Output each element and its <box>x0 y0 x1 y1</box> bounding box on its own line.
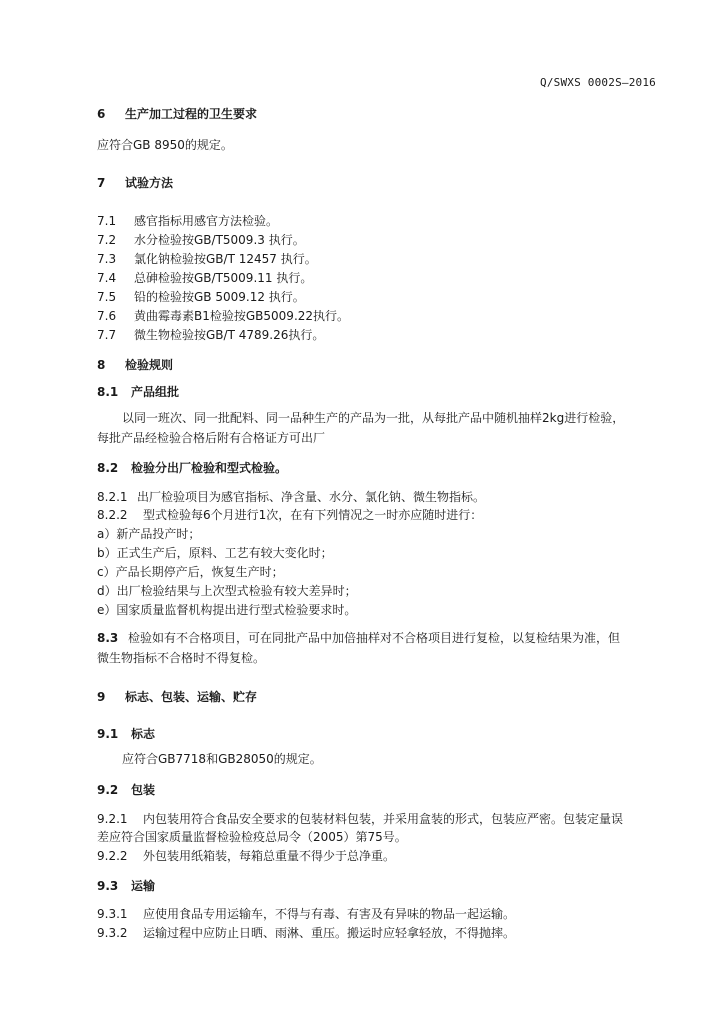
section-9-2-heading <box>97 782 662 798</box>
item-text: 总砷检验按GB/T5009.11 执行。 <box>134 271 313 285</box>
section-title: 标志、包装、运输、贮存 <box>125 690 258 704</box>
item-text: 应使用食品专用运输车，不得与有毒、有害及有异味的物品一起运输。 <box>143 907 516 921</box>
list-item <box>97 251 662 267</box>
item-text: 微生物检验按GB/T 4789.26执行。 <box>134 328 325 342</box>
section-number: 8.2 <box>97 461 119 475</box>
section-title: 包装 <box>131 783 156 797</box>
section-9-heading <box>97 689 662 705</box>
item-text: 出厂检验项目为感官指标、净含量、水分、氯化钠、微生物指标。 <box>137 490 486 504</box>
list-item <box>97 270 662 286</box>
section-title: 生产加工过程的卫生要求 <box>125 107 258 121</box>
item-text: 内包装用符合食品安全要求的包装材料包装，并采用盒装的形式，包装应严密。包装定量误 <box>143 812 624 826</box>
item-text: 氯化钠检验按GB/T 12457 执行。 <box>134 252 317 266</box>
item-number: 7.4 <box>97 271 117 285</box>
item-text: 水分检验按GB/T5009.3 执行。 <box>134 233 305 247</box>
item-number: 9.2.2 <box>97 849 128 863</box>
item-number: 7.6 <box>97 309 117 323</box>
section-title: 检验规则 <box>125 358 174 372</box>
item-number: 7.7 <box>97 328 117 342</box>
item-number: 7.2 <box>97 233 117 247</box>
list-item <box>97 507 662 523</box>
section-title: 标志 <box>131 727 156 741</box>
section-number: 8.1 <box>97 385 119 399</box>
section-8-heading <box>97 357 662 373</box>
item-number: 9.3.1 <box>97 907 128 921</box>
section-number: 9.2 <box>97 783 119 797</box>
list-item <box>97 925 662 941</box>
section-8-2-heading <box>97 460 662 476</box>
list-item: d）出厂检验结果与上次型式检验有较大差异时； <box>97 584 357 598</box>
section-number: 8.3 <box>97 631 119 645</box>
item-text: 铅的检验按GB 5009.12 执行。 <box>134 290 305 304</box>
section-8-3-paragraph <box>97 630 662 646</box>
section-9-1-text: 应符合GB7718和GB28050的规定。 <box>122 752 322 766</box>
item-text: 感官指标用感官方法检验。 <box>134 214 279 228</box>
section-number: 9 <box>97 690 106 704</box>
section-number: 7 <box>97 176 106 190</box>
list-item: b）正式生产后，原料、工艺有较大变化时； <box>97 546 333 560</box>
item-number: 7.5 <box>97 290 117 304</box>
section-number: 9.1 <box>97 727 119 741</box>
section-number: 6 <box>97 107 106 121</box>
list-item <box>97 848 662 864</box>
list-item <box>97 906 662 922</box>
item-text: 运输过程中应防止日晒、雨淋、重压。搬运时应轻拿轻放，不得抛摔。 <box>143 926 516 940</box>
section-number: 9.3 <box>97 879 119 893</box>
paragraph-line: 每批产品经检验合格后附有合格证方可出厂 <box>97 431 326 445</box>
item-number: 7.1 <box>97 214 117 228</box>
paragraph-line: 检验如有不合格项目，可在同批产品中加倍抽样对不合格项目进行复检，以复检结果为准，但 <box>128 631 621 645</box>
item-number: 8.2.2 <box>97 508 128 522</box>
list-item <box>97 289 662 305</box>
item-number: 7.3 <box>97 252 117 266</box>
section-title: 产品组批 <box>131 385 180 399</box>
list-item <box>97 308 662 324</box>
section-title: 运输 <box>131 879 156 893</box>
list-item <box>97 811 662 827</box>
section-6-heading <box>97 106 662 122</box>
item-text: 黄曲霉毒素B1检验按GB5009.22执行。 <box>134 309 350 323</box>
paragraph-line: 以同一班次、同一批配料、同一品种生产的产品为一批，从每批产品中随机抽样2kg进行检验， <box>122 411 625 425</box>
item-number: 9.2.1 <box>97 812 128 826</box>
list-item: c）产品长期停产后，恢复生产时； <box>97 565 284 579</box>
list-item <box>97 232 662 248</box>
section-9-3-heading <box>97 878 662 894</box>
item-text: 外包装用纸箱装，每箱总重量不得少于总净重。 <box>143 849 396 863</box>
item-number: 8.2.1 <box>97 490 128 504</box>
list-item <box>97 213 662 229</box>
item-number: 9.3.2 <box>97 926 128 940</box>
list-item: e）国家质量监督机构提出进行型式检验要求时。 <box>97 603 357 617</box>
section-9-1-heading <box>97 726 662 742</box>
section-title: 检验分出厂检验和型式检验。 <box>131 461 288 475</box>
section-6-text: 应符合GB 8950的规定。 <box>97 138 233 152</box>
paragraph-line: 差应符合国家质量监督检验检疫总局令（2005）第75号。 <box>97 830 407 844</box>
section-8-1-heading <box>97 384 662 400</box>
list-item <box>97 489 662 505</box>
section-number: 8 <box>97 358 106 372</box>
paragraph-line: 微生物指标不合格时不得复检。 <box>97 651 266 665</box>
list-item: a）新产品投产时； <box>97 527 201 541</box>
list-item <box>97 327 662 343</box>
section-title: 试验方法 <box>125 176 174 190</box>
section-7-heading <box>97 175 662 191</box>
standard-number-header: Q/SWXS 0002S—2016 <box>540 76 656 89</box>
item-text: 型式检验每6个月进行1次，在有下列情况之一时亦应随时进行： <box>143 508 483 522</box>
